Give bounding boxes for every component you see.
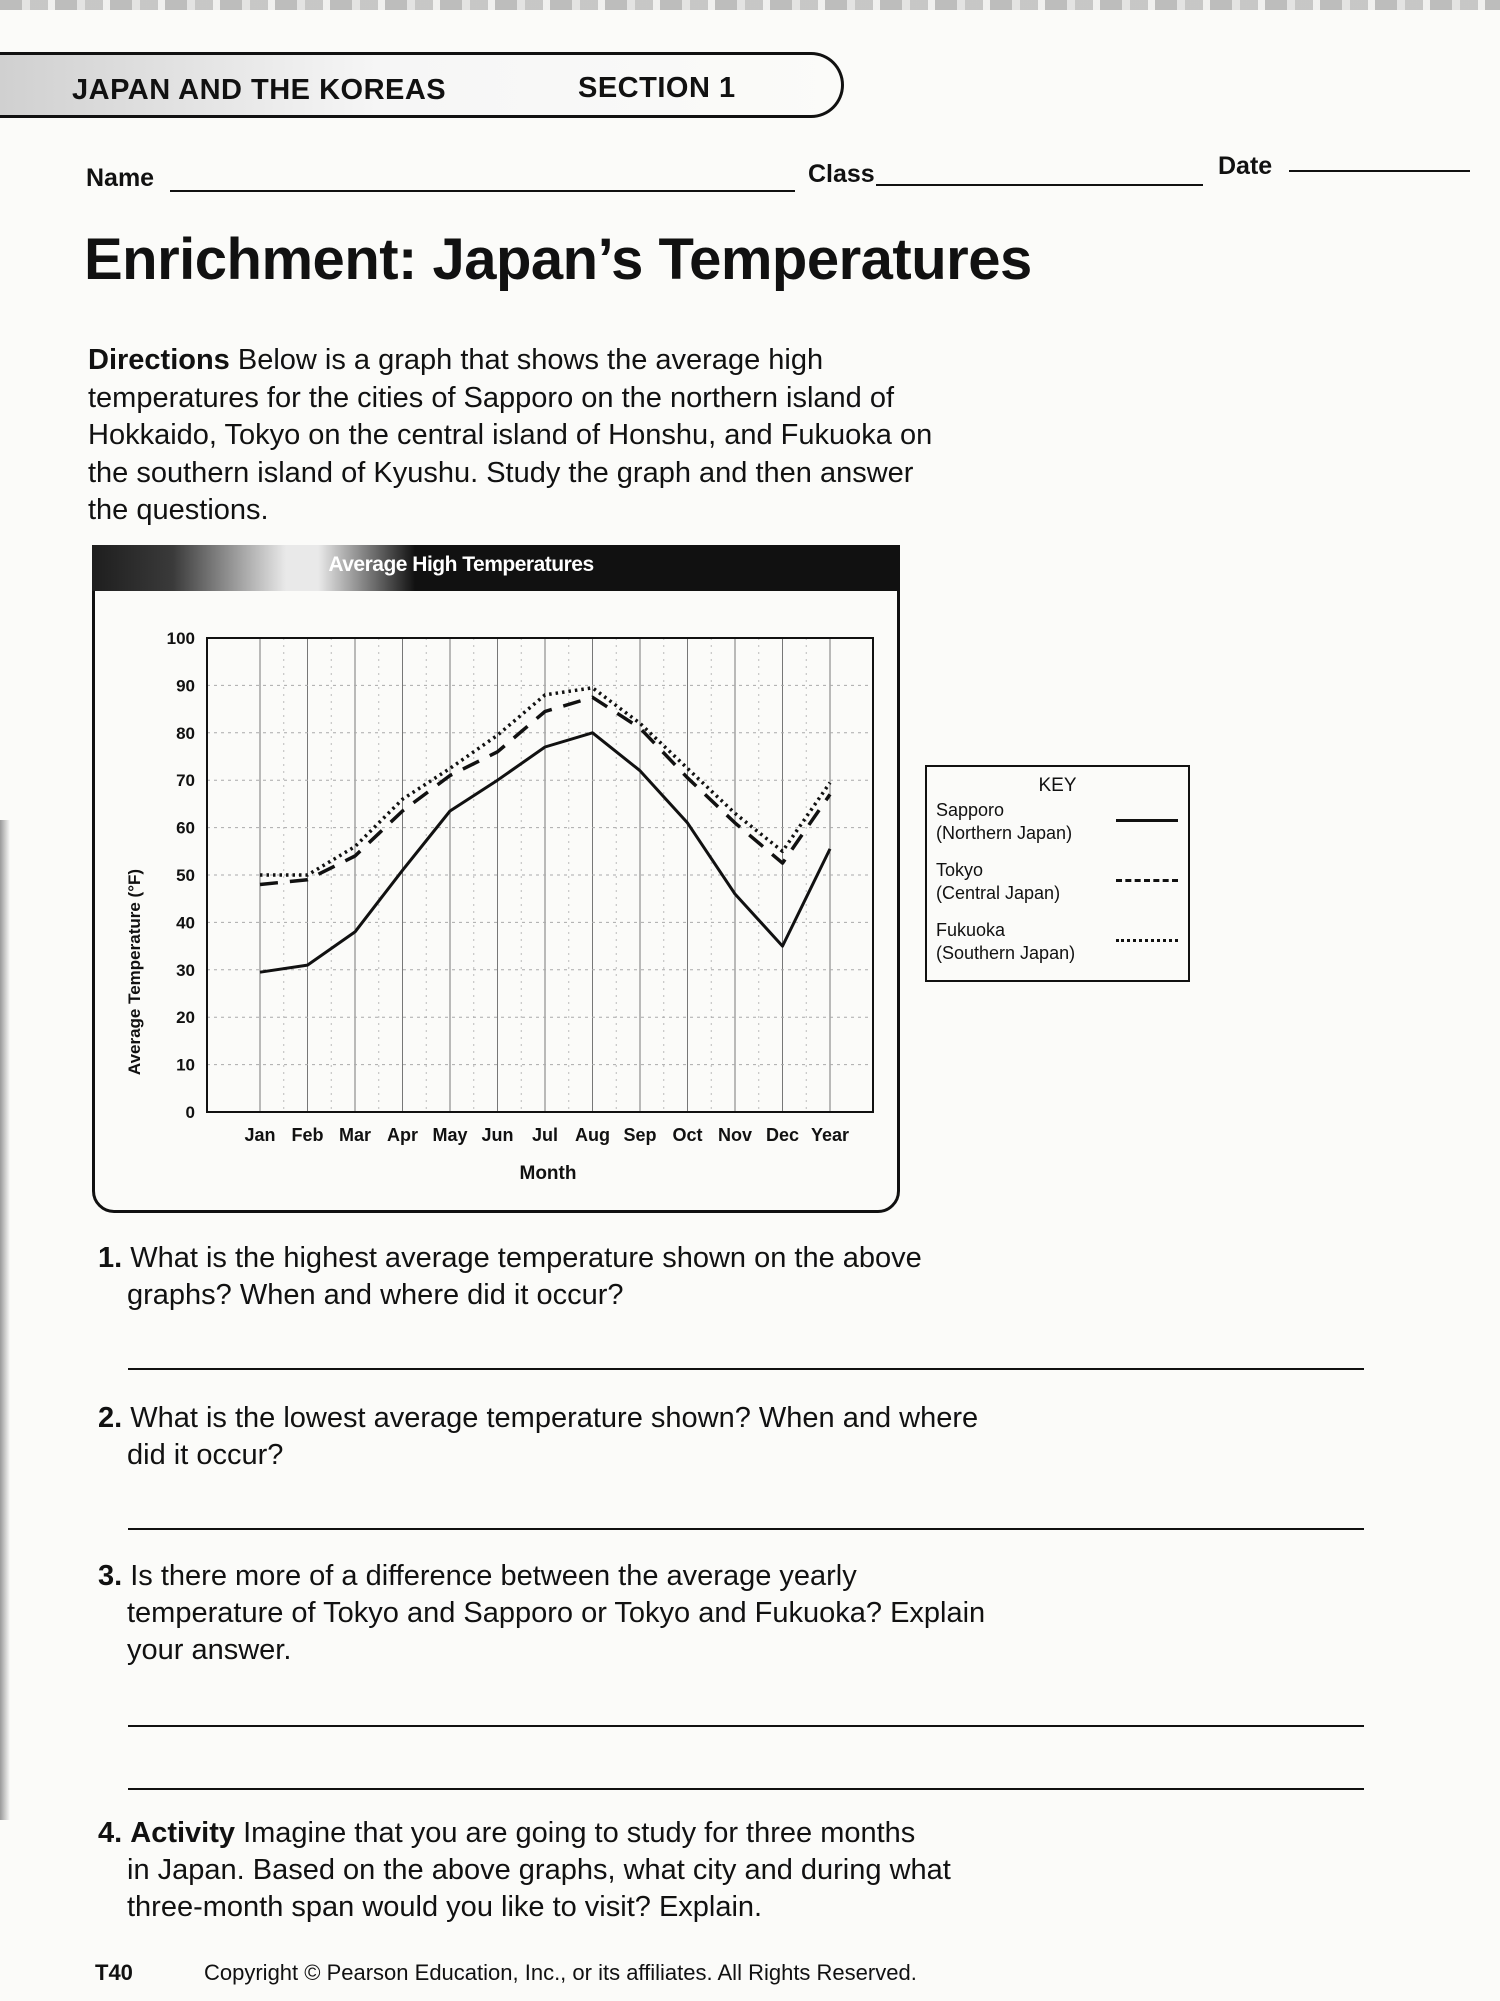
x-tick-label: Jun: [481, 1125, 514, 1145]
legend-desc-fukuoka: (Southern Japan): [936, 943, 1076, 963]
x-tick-label: Dec: [765, 1125, 800, 1145]
question-2: [98, 1400, 1058, 1474]
y-tick-label: 30: [176, 960, 195, 980]
legend-swatch-dashed: [1116, 879, 1178, 882]
question-4-line-2: in Japan. Based on the above graphs, what city and during what: [127, 1854, 951, 1886]
x-tick-label: Aug: [575, 1125, 610, 1145]
y-tick-label: 100: [166, 629, 195, 648]
question-3: [98, 1558, 1058, 1669]
y-tick-label: 50: [176, 866, 195, 885]
legend-desc-sapporo: (Northern Japan): [936, 823, 1073, 843]
answer-line-2[interactable]: [128, 1528, 1364, 1530]
question-4-line-3: three-month span would you like to visit? Explain.: [127, 1891, 763, 1923]
directions-line-3: Hokkaido, Tokyo on the central island of Honshu, and Fukuoka on: [88, 419, 933, 451]
directions-line-2: temperatures for the cities of Sapporo on the northern island of: [88, 381, 895, 414]
question-4: [98, 1815, 1058, 1926]
y-tick-label: 10: [176, 1055, 195, 1075]
legend-desc-tokyo: (Central Japan): [936, 883, 1061, 903]
legend-entry-fukuoka: [936, 919, 1075, 965]
question-3-text: Is there more of a difference between the average yearly: [130, 1560, 857, 1592]
x-tick-label: Apr: [387, 1125, 418, 1145]
copyright: Copyright © Pearson Education, Inc., or its affiliates. All Rights Reserved.: [204, 1960, 917, 1985]
answer-line-1[interactable]: [128, 1368, 1364, 1370]
directions-line-4: the southern island of Kyushu. Study the graph and then answer: [88, 456, 914, 489]
x-tick-label: Sep: [623, 1125, 657, 1145]
page-number: T40: [95, 1960, 133, 1985]
page-title: Enrichment: Japan’s Temperatures: [84, 227, 1032, 292]
y-tick-label: 90: [176, 676, 195, 696]
question-2-text: What is the lowest average temperature shown? When and where: [130, 1402, 979, 1434]
question-1-line-2: graphs? When and where did it occur?: [127, 1279, 624, 1311]
legend-swatch-dotted: [1116, 939, 1178, 942]
question-2-line-2: did it occur?: [127, 1439, 284, 1471]
chapter-title: JAPAN AND THE KOREAS: [72, 74, 447, 106]
question-4-number: 4.: [98, 1817, 123, 1849]
y-tick-label: 70: [176, 771, 195, 791]
date-label: Date: [1218, 152, 1273, 180]
y-tick-label: 40: [176, 913, 195, 933]
question-4-label: Activity: [130, 1817, 236, 1849]
y-axis-title: Average Temperature (°F): [125, 868, 144, 1076]
y-tick-label: 60: [176, 818, 195, 838]
question-3-line-3: your answer.: [127, 1634, 292, 1666]
y-tick-label: 0: [185, 1103, 195, 1122]
x-tick-label: Jul: [531, 1125, 559, 1145]
directions-text: Below is a graph that shows the average high: [229, 344, 824, 376]
directions-line-5: the questions.: [88, 494, 269, 526]
legend-label-fukuoka: Fukuoka: [936, 920, 1006, 940]
x-tick-label: Feb: [291, 1125, 324, 1145]
question-1-text: What is the highest average temperature shown on the above: [130, 1242, 922, 1274]
question-3-line-1: [98, 1558, 1058, 1595]
question-3-line-2: temperature of Tokyo and Sapporo or Tokyo and Fukuoka? Explain: [127, 1597, 986, 1629]
legend-entry-tokyo: [936, 859, 1060, 905]
chart-legend: [925, 765, 1190, 982]
directions-label: Directions: [88, 344, 230, 376]
question-3-number: 3.: [98, 1560, 123, 1592]
x-tick-label: May: [432, 1125, 468, 1145]
class-label: Class: [808, 160, 875, 188]
legend-label-tokyo: Tokyo: [936, 860, 984, 880]
question-1-number: 1.: [98, 1242, 123, 1274]
question-2-number: 2.: [98, 1402, 123, 1434]
x-axis-title: Month: [519, 1163, 577, 1184]
y-tick-label: 80: [176, 723, 195, 743]
chart-title: Average High Temperatures: [328, 553, 594, 576]
x-tick-label: Nov: [717, 1125, 753, 1145]
name-label: Name: [86, 164, 155, 192]
x-tick-label: Jan: [244, 1125, 276, 1145]
x-tick-label: Oct: [672, 1125, 703, 1145]
x-tick-label: Year: [810, 1125, 850, 1145]
legend-swatch-solid: [1116, 819, 1178, 822]
x-tick-label: Mar: [338, 1125, 372, 1145]
answer-line-3a[interactable]: [128, 1725, 1364, 1727]
question-4-line-1: [98, 1815, 1058, 1852]
legend-title: KEY: [1038, 775, 1077, 796]
question-4-text: Imagine that you are going to study for three months: [235, 1817, 916, 1849]
legend-label-sapporo: Sapporo: [936, 800, 1005, 820]
y-tick-label: 20: [176, 1008, 195, 1028]
question-2-line-1: [98, 1400, 1058, 1437]
question-1-line-1: [98, 1240, 1058, 1277]
section-label: SECTION 1: [578, 72, 736, 104]
legend-entry-sapporo: [936, 799, 1072, 845]
question-1: [98, 1240, 1058, 1314]
answer-line-3b[interactable]: [128, 1788, 1364, 1790]
